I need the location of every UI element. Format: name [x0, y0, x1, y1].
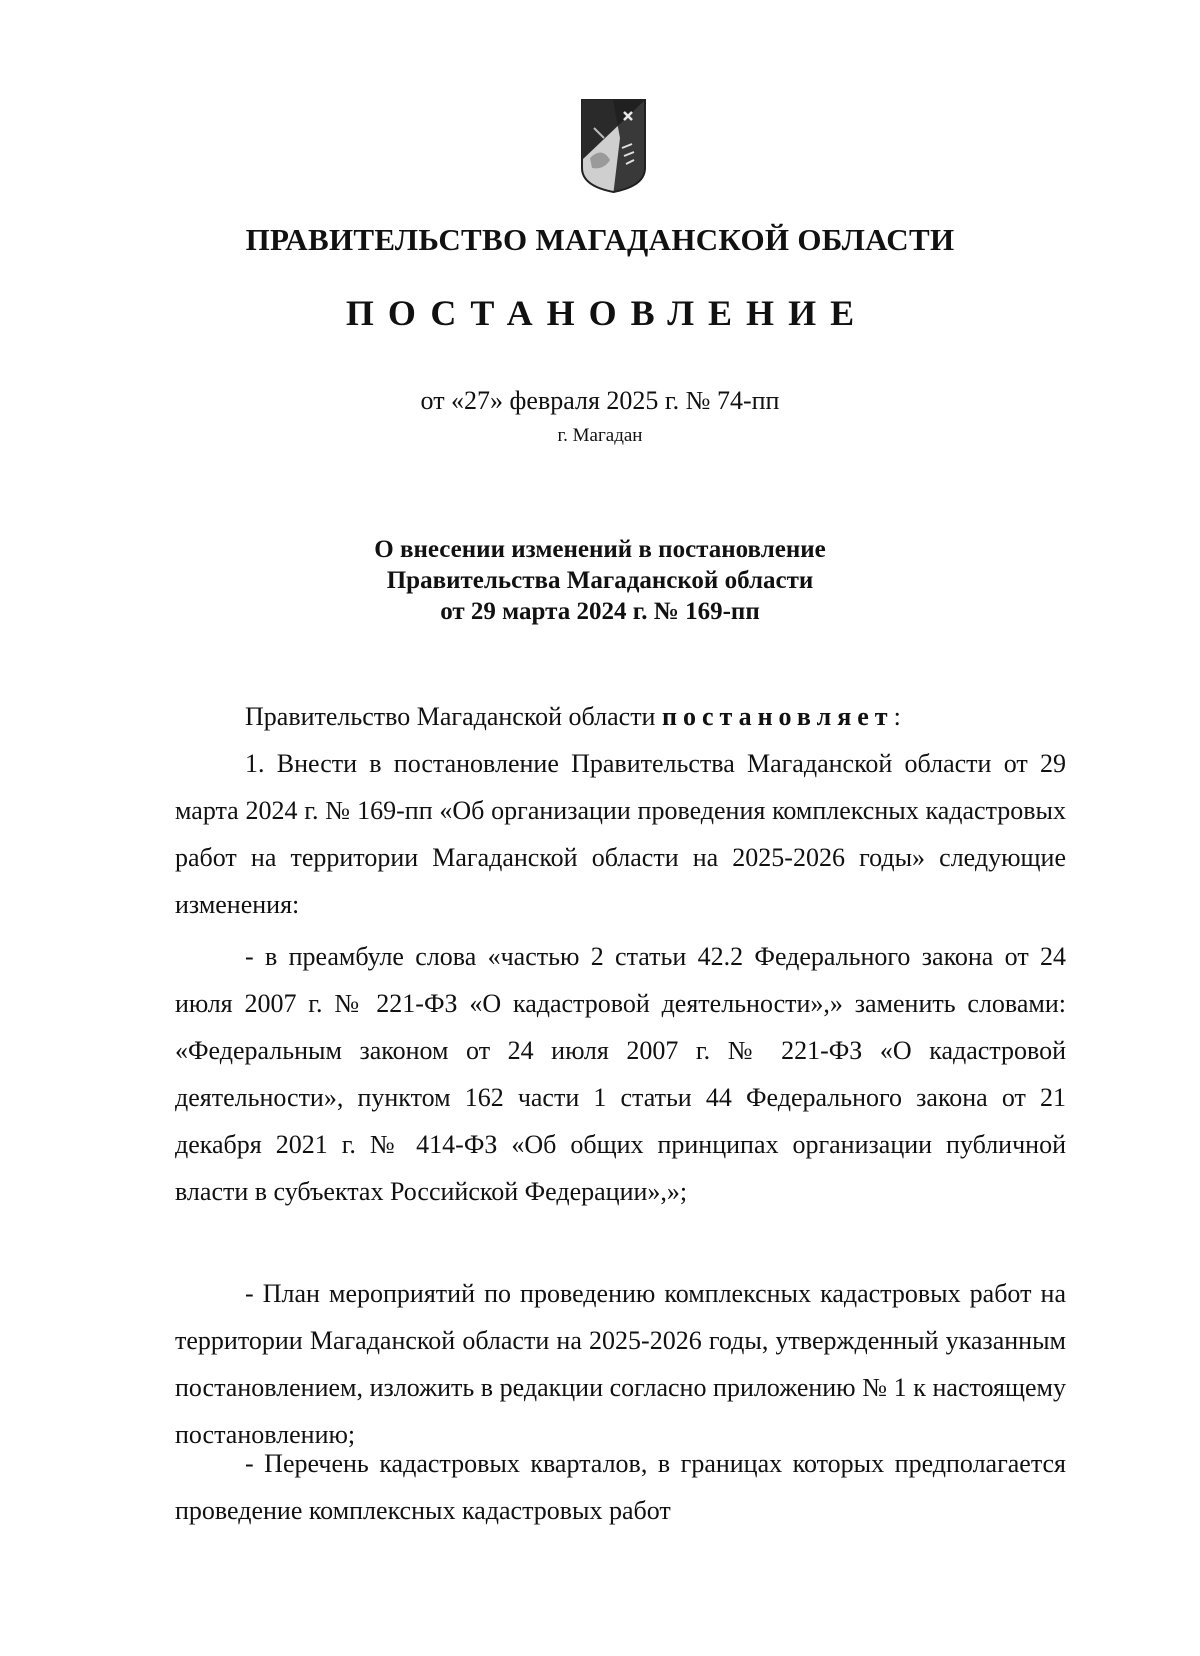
- document-subject: [0, 534, 1200, 627]
- subject-line: О внесении изменений в постановление: [374, 536, 826, 563]
- intro-decree-word: постановляет: [661, 702, 894, 731]
- paragraph-text: - Перечень кадастровых кварталов, в границах которых предполагается проведение комплексных кадастровых работ: [175, 1449, 1066, 1525]
- paragraph-text: 1. Внести в постановление Правительства Магаданской области от 29 марта 2024 г. № 169-пп «Об организации проведения комплексных кадастровых работ на территории Магаданской области на 2025-2026 годы» следующие изменения:: [175, 749, 1066, 919]
- paragraph-1: [175, 740, 1066, 928]
- paragraph-text: - в преамбуле слова «частью 2 статьи 42.2 Федерального закона от 24 июля 2007 г. № 221-ФЗ «О кадастровой деятельности»,» заменить словами: «Федеральным законом от 24 июля 2007 г. № 221-ФЗ «О кадастровой деятельности», пунктом 162 части 1 статьи 44 Федерального закона от 21 декабря 2021 г. № 414-ФЗ «Об общих принципах организации публичной власти в субъектах Российской Федерации»,»;: [175, 942, 1066, 1206]
- intro-prefix: Правительство Магаданской области: [245, 702, 662, 731]
- subject-line: от 29 марта 2024 г. № 169-пп: [440, 598, 760, 625]
- coat-of-arms-icon: [580, 98, 647, 194]
- paragraph-4: [175, 1440, 1066, 1534]
- government-title: ПРАВИТЕЛЬСТВО МАГАДАНСКОЙ ОБЛАСТИ: [245, 222, 955, 257]
- subject-line: Правительства Магаданской области: [386, 567, 814, 594]
- document-city: г. Магадан: [557, 425, 643, 446]
- paragraph-3: [175, 1270, 1066, 1458]
- paragraph-2: [175, 933, 1066, 1215]
- intro-suffix: :: [893, 702, 901, 731]
- document-type-title: ПОСТАНОВЛЕНИЕ: [345, 293, 869, 333]
- paragraph-text: - План мероприятий по проведению комплексных кадастровых работ на территории Магаданской области на 2025-2026 годы, утвержденный указанным постановлением, изложить в редакции согласно приложению № 1 к настоящему постановлению;: [175, 1279, 1066, 1449]
- document-date-number: от «27» февраля 2025 г. № 74-пп: [420, 386, 780, 415]
- intro-paragraph: [175, 693, 1066, 740]
